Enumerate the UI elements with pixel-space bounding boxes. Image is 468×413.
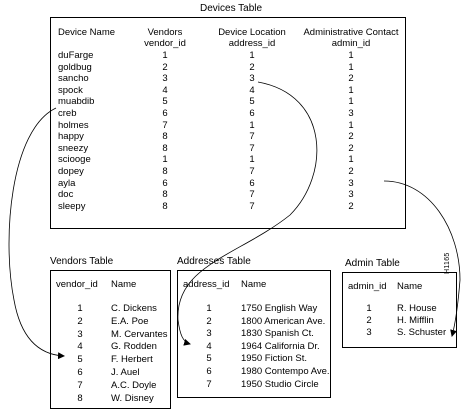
device-vendor-cell: 8: [162, 142, 168, 154]
device-name-cell: duFarge: [58, 50, 94, 61]
admin-name-cell: R. House: [397, 303, 437, 314]
device-address-cell: 7: [249, 142, 255, 154]
admin-header-name: Name: [397, 281, 423, 292]
device-vendor-cell: 6: [162, 177, 168, 189]
device-vendor-cell: 1: [162, 154, 168, 166]
device-address-cell: 4: [249, 84, 255, 96]
device-address-cell: 1: [249, 50, 255, 61]
address-id-cell: 1: [206, 303, 212, 314]
address-name-cell: 1800 American Ave.: [241, 315, 326, 327]
device-vendor-cell: 5: [162, 96, 168, 108]
device-admin-cell: 1: [348, 154, 354, 166]
devices-header-admin-line1: Administrative Contact: [303, 27, 399, 38]
device-vendor-cell: 8: [162, 200, 168, 212]
device-vendor-cell: 8: [162, 189, 168, 201]
vendors-header-id: vendor_id: [56, 279, 98, 290]
device-address-cell: 1: [249, 154, 255, 166]
vendor-id-cell: 6: [77, 367, 83, 378]
device-name-cell: sleepy: [58, 200, 86, 212]
device-admin-cell: 1: [348, 50, 354, 61]
addresses-table: [177, 270, 331, 398]
device-admin-cell: 2: [348, 200, 354, 212]
address-name-cell: 1950 Studio Circle: [241, 378, 319, 390]
device-vendor-cell: 8: [162, 131, 168, 143]
vendor-name-cell: C. Dickens: [111, 303, 157, 314]
vendor-id-cell: 4: [77, 341, 83, 353]
address-name-cell: 1950 Fiction St.: [241, 353, 308, 365]
vendor-name-cell: F. Herbert: [111, 354, 153, 366]
device-address-cell: 7: [249, 200, 255, 212]
admin-name-cell: S. Schuster: [397, 327, 447, 338]
device-vendor-cell: 1: [162, 50, 168, 61]
devices-header-admin-line2: admin_id: [331, 38, 371, 49]
device-name-cell: creb: [58, 108, 77, 119]
admin-table-title: Admin Table: [345, 258, 400, 269]
vendors-table-title: Vendors Table: [50, 256, 114, 267]
vendor-id-cell: 2: [77, 315, 83, 327]
vendor-id-cell: 1: [77, 303, 83, 314]
device-admin-cell: 3: [348, 177, 354, 189]
address-id-cell: 5: [206, 353, 212, 365]
device-name-cell: holmes: [58, 119, 89, 131]
vendors-table: [50, 270, 171, 409]
admin-name-cell: H. Mifflin: [397, 315, 434, 326]
device-address-cell: 6: [249, 177, 255, 189]
vendor-name-cell: G. Rodden: [111, 341, 157, 353]
devices-table: [50, 17, 406, 229]
device-name-cell: goldbug: [58, 61, 92, 73]
device-name-cell: sneezy: [58, 142, 89, 154]
vendor-name-cell: J. Auel: [111, 367, 140, 378]
device-address-cell: 5: [249, 96, 255, 108]
device-admin-cell: 3: [348, 108, 354, 119]
device-vendor-cell: 4: [162, 84, 168, 96]
device-address-cell: 7: [249, 189, 255, 201]
admin-table: [342, 272, 457, 348]
device-name-cell: happy: [58, 131, 84, 143]
admin-id-cell: 2: [366, 315, 372, 326]
device-name-cell: spock: [58, 84, 83, 96]
vendor-name-cell: M. Cervantes: [111, 328, 168, 340]
devices-header-location-line1: Device Location: [218, 27, 286, 38]
device-vendor-cell: 3: [162, 73, 168, 85]
device-name-cell: muabdib: [58, 96, 95, 108]
device-vendor-cell: 7: [162, 119, 168, 131]
device-address-cell: 7: [249, 131, 255, 143]
vendors-header-name: Name: [111, 279, 137, 290]
address-id-cell: 6: [206, 366, 212, 377]
address-name-cell: 1980 Contempo Ave.: [241, 366, 330, 377]
device-admin-cell: 2: [348, 166, 354, 177]
vendor-name-cell: A.C. Doyle: [111, 379, 157, 391]
vendor-id-cell: 5: [77, 354, 83, 366]
device-admin-cell: 2: [348, 131, 354, 143]
vendor-id-cell: 3: [77, 328, 83, 340]
vendor-id-cell: 7: [77, 379, 83, 391]
address-name-cell: 1750 English Way: [241, 303, 318, 314]
device-name-cell: sciooge: [58, 154, 91, 166]
devices-table-title: Devices Table: [200, 3, 263, 14]
device-admin-cell: 1: [348, 84, 354, 96]
device-admin-cell: 1: [348, 96, 354, 108]
vendor-name-cell: W. Disney: [111, 392, 154, 404]
address-id-cell: 7: [206, 378, 212, 390]
device-admin-cell: 1: [348, 61, 354, 73]
address-id-cell: 3: [206, 328, 212, 340]
device-vendor-cell: 8: [162, 166, 168, 177]
device-address-cell: 6: [249, 108, 255, 119]
devices-header-vendor-line1: Vendors: [147, 27, 183, 38]
vendor-id-cell: 8: [77, 392, 83, 404]
address-id-cell: 2: [206, 315, 212, 327]
device-name-cell: doc: [58, 189, 74, 201]
device-address-cell: 7: [249, 166, 255, 177]
addresses-table-title: Addresses Table: [177, 256, 251, 267]
device-admin-cell: 3: [348, 189, 354, 201]
device-name-cell: dopey: [58, 166, 84, 177]
devices-header-vendor-line2: vendor_id: [144, 38, 186, 49]
admin-id-cell: 3: [366, 327, 372, 338]
devices-header-name: Device Name: [58, 27, 116, 38]
addresses-header-id: address_id: [183, 279, 230, 290]
devices-header-location-line2: address_id: [228, 38, 276, 49]
device-admin-cell: 2: [348, 73, 354, 85]
device-address-cell: 1: [249, 119, 255, 131]
figure-id: H1165: [444, 252, 451, 274]
address-id-cell: 4: [206, 340, 212, 352]
device-admin-cell: 2: [348, 142, 354, 154]
device-address-cell: 3: [249, 73, 255, 85]
address-name-cell: 1830 Spanish Ct.: [241, 328, 314, 340]
device-address-cell: 2: [249, 61, 255, 73]
device-vendor-cell: 2: [162, 61, 168, 73]
address-name-cell: 1964 California Dr.: [241, 340, 320, 352]
admin-id-cell: 1: [366, 303, 372, 314]
device-name-cell: ayla: [58, 177, 76, 189]
admin-header-id: admin_id: [348, 281, 387, 292]
addresses-header-name: Name: [241, 279, 267, 290]
device-admin-cell: 1: [348, 119, 354, 131]
device-name-cell: sancho: [58, 73, 89, 85]
device-vendor-cell: 6: [162, 108, 168, 119]
vendor-name-cell: E.A. Poe: [111, 315, 149, 327]
